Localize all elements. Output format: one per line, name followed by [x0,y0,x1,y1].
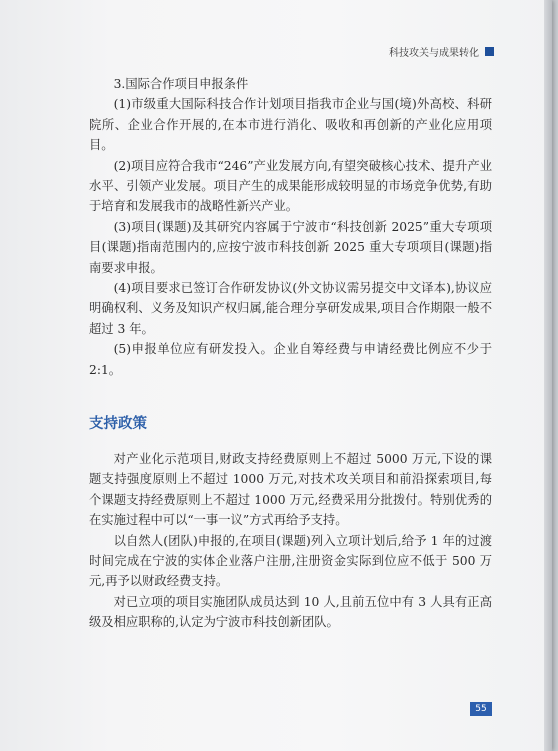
policy-paragraph-3: 对已立项的项目实施团队成员达到 10 人,且前五位中有 3 人具有正高级及相应职称的,认定为宁波市科技创新团队。 [89,594,492,630]
page-edge [544,0,552,751]
policy-paragraph-2: 以自然人(团队)申报的,在项目(课题)列入立项计划后,给予 1 年的过渡时间完成在宁波的实体企业落户注册,注册资金实际到位应不低于 500 万元,再予以财政经费支持。 [89,533,492,589]
condition-paragraph-2: (2)项目应符合我市“246”产业发展方向,有望突破核心技术、提升产业水平、引领产业发展。项目产生的成果能形成较明显的市场竞争优势,有助于培育和发展我市的战略性新兴产业。 [89,158,492,214]
running-header [389,44,494,59]
header-title: 科技攻关与成果转化 [389,48,479,59]
conditions-heading: 3.国际合作项目申报条件 [113,77,249,91]
condition-paragraph-4: (4)项目要求已签订合作研发协议(外文协议需另提交中文译本),协议应明确权利、义务及知识产权归属,能合理分享研发成果,项目合作期限一般不超过 3 年。 [89,281,492,336]
condition-paragraph-1: (1)市级重大国际科技合作计划项目指我市企业与国(境)外高校、科研院所、企业合作开展的,在本市进行消化、吸收和再创新的产业化应用项目。 [89,97,492,153]
policy-paragraph-1: 对产业化示范项目,财政支持经费原则上不超过 5000 万元,下设的课题支持强度原则上不超过 1000 万元,对技术攻关项目和前沿探索项目,每个课题支持经费原则上不超过 1000 万元,经费采用分批拨付。特别优秀的在实施过程中可以“一事一议”方式再给予支持。 [89,452,492,528]
page-number-badge: 55 [470,702,492,716]
section-title: 支持政策 [89,416,147,432]
condition-paragraph-5: (5)申报单位应有研发投入。企业自筹经费与申请经费比例应不少于 2:1。 [89,342,492,377]
policy-block [89,449,492,633]
condition-paragraph-3: (3)项目(课题)及其研究内容属于宁波市“科技创新 2025”重大专项项目(课题)指南范围内的,应按宁波市科技创新 2025 重大专项项目(课题)指南要求申报。 [89,219,492,275]
header-square-marker [485,47,494,56]
conditions-block [89,74,492,380]
